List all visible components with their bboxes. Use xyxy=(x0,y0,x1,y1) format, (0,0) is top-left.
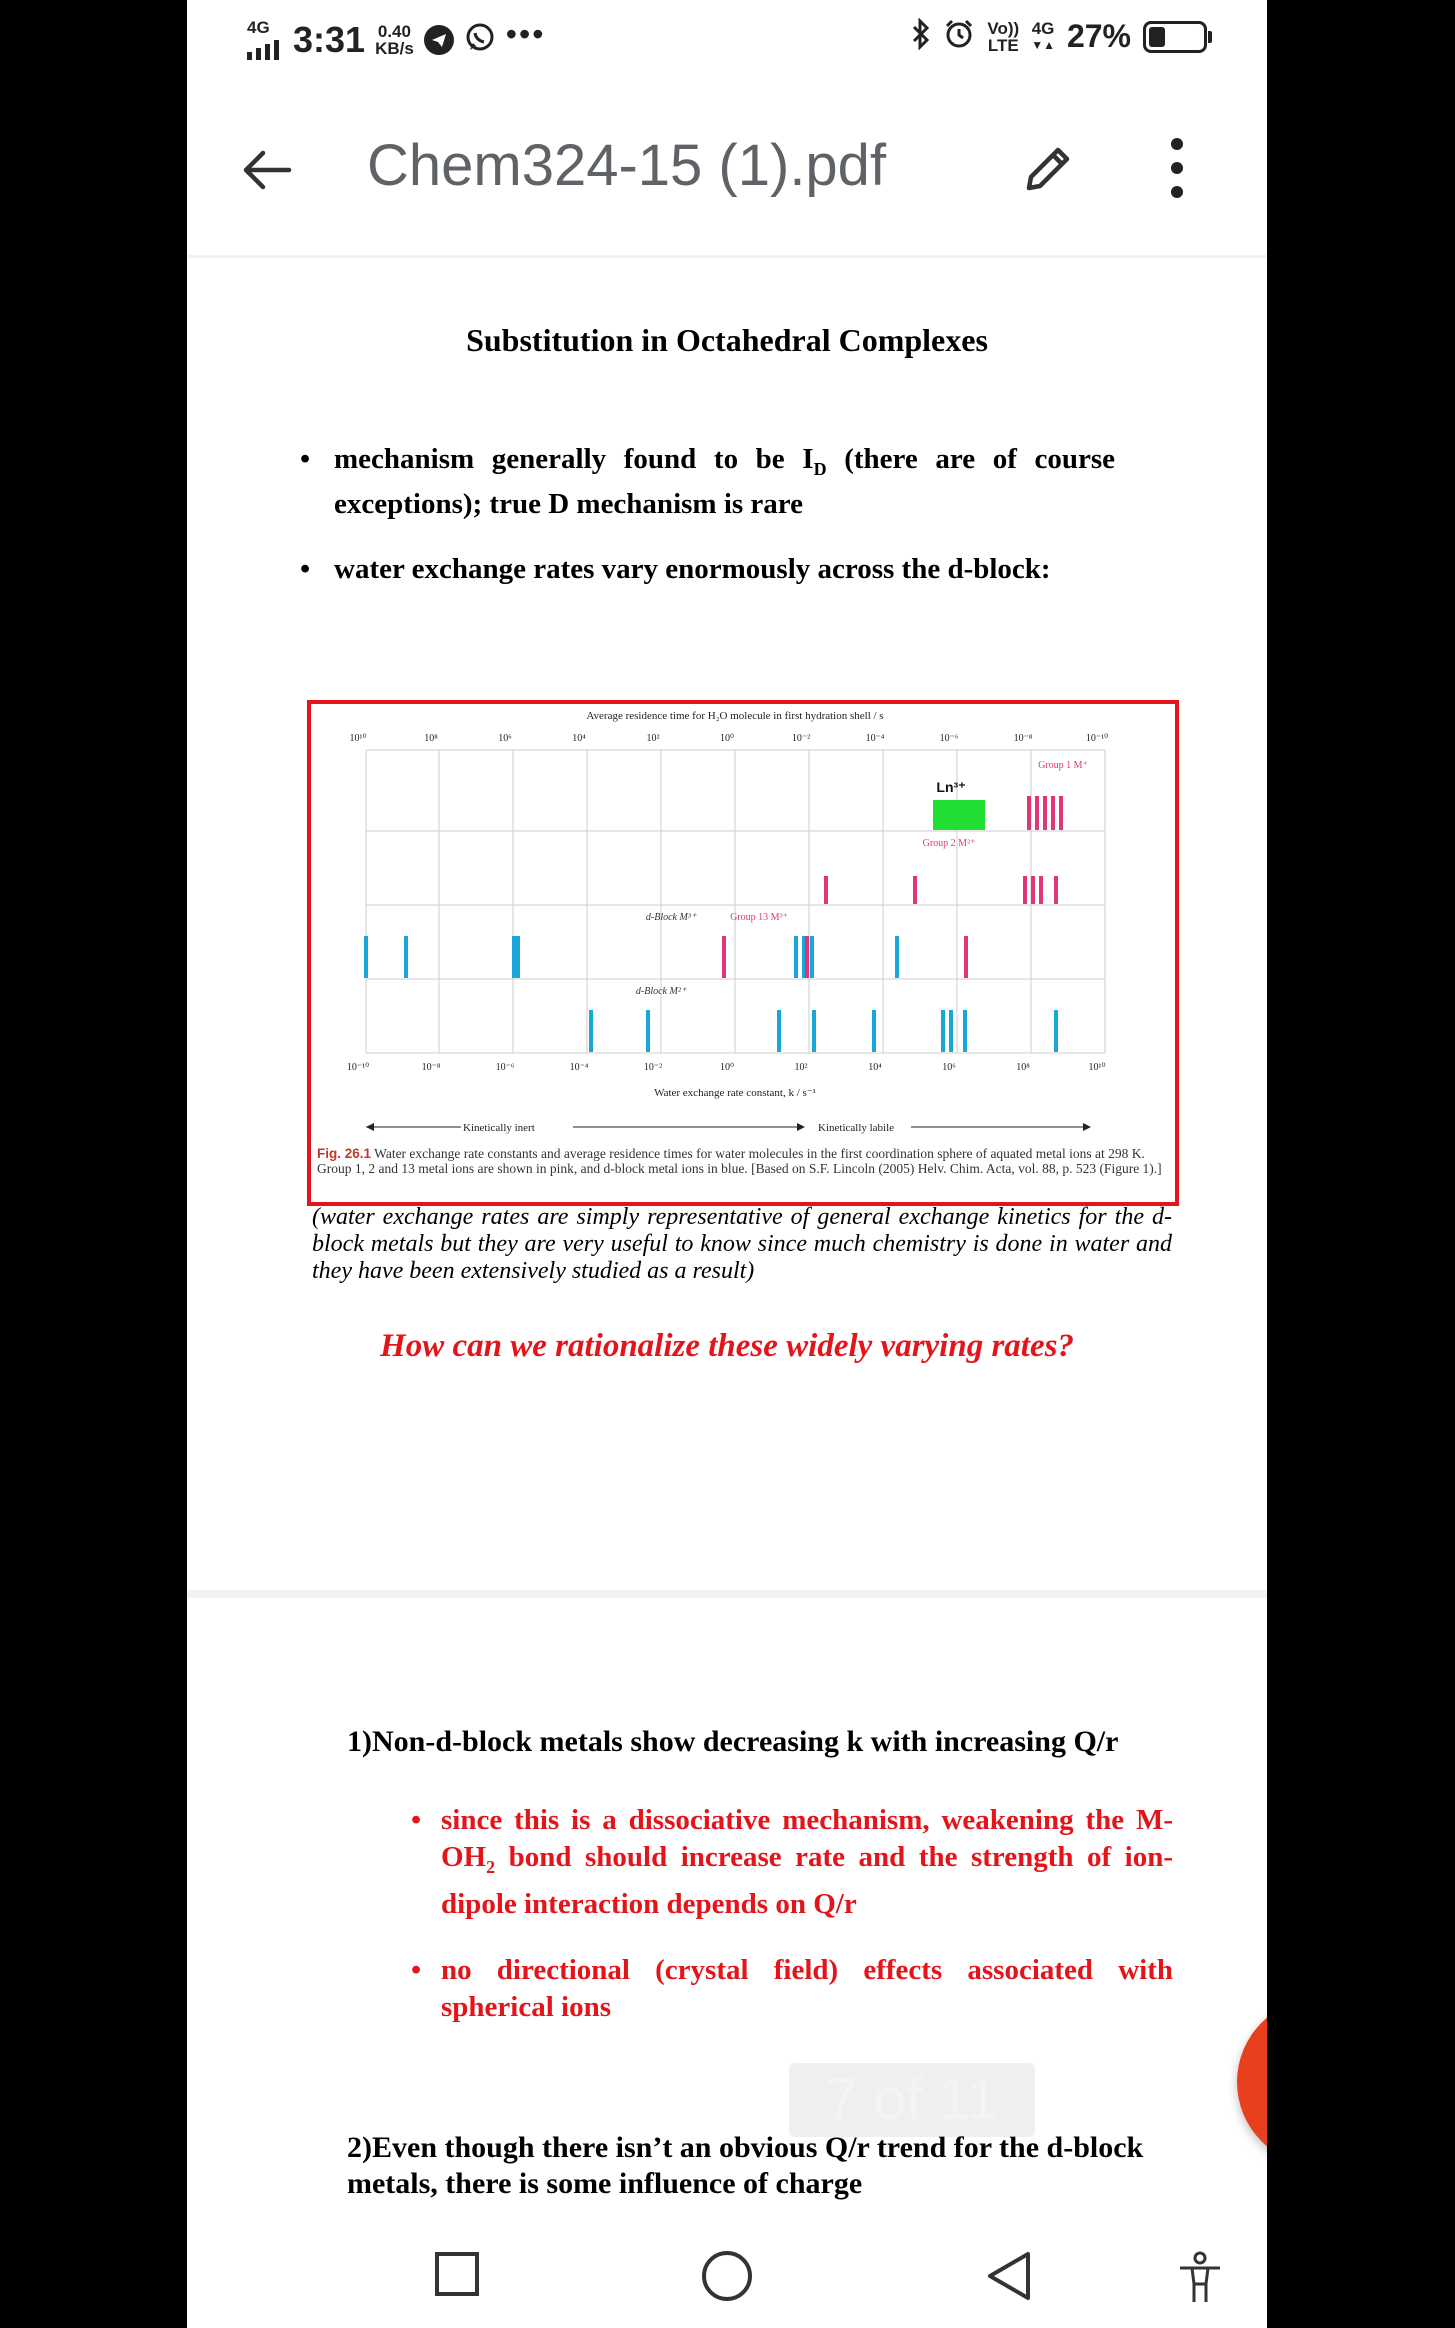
sub-bullet-subscript: 2 xyxy=(486,1856,496,1877)
dblock2-label: d-Block M²⁺ xyxy=(635,986,687,997)
whatsapp-icon xyxy=(464,22,496,59)
list-item-2-number: 2) xyxy=(347,2131,372,2164)
circle-icon xyxy=(699,2250,755,2306)
exchange-rate-bar xyxy=(1027,796,1031,830)
sub-bullet-dissociative: • since this is a dissociative mechanism, weakening the $M-OH_2$ bond should increase rate and the strength of ion-dipole interaction depends on Q/r xyxy=(411,1804,1173,1920)
top-tick-label: 10⁰ xyxy=(719,733,735,744)
exchange-rate-bar xyxy=(1054,876,1058,904)
nav-back-button[interactable] xyxy=(984,2250,1036,2307)
bottom-tick-label: 10⁴ xyxy=(868,1062,882,1073)
kinetically-inert-label: Kinetically inert xyxy=(463,1122,535,1134)
bottom-tick-label: 10⁻² xyxy=(643,1062,663,1073)
exchange-rate-bar xyxy=(812,1010,816,1052)
bottom-tick-label: 10⁻¹⁰ xyxy=(346,1062,370,1073)
app-bar xyxy=(187,100,1267,240)
list-item-2-text: Even though there isn’t an obvious Q/r trend for the d-block metals, there is some influence of charge xyxy=(347,2131,1144,2200)
exchange-rate-bar xyxy=(404,936,408,978)
exchange-rate-bar xyxy=(941,1010,945,1052)
sub-bullet-dissociative-text-rest: bond should increase rate and the strength of ion-dipole interaction depends on Q/r xyxy=(441,1841,1173,1920)
edit-button[interactable] xyxy=(1017,140,1077,200)
kinetically-labile-label: Kinetically labile xyxy=(818,1122,895,1134)
inert-arrowhead xyxy=(366,1123,374,1131)
top-tick-label: 10² xyxy=(646,733,660,744)
battery-icon xyxy=(1143,21,1207,53)
labile-arrowhead xyxy=(1083,1123,1091,1131)
bottom-tick-label: 10¹⁰ xyxy=(1088,1062,1106,1073)
more-options-button[interactable] xyxy=(1167,138,1187,202)
exchange-rate-bar xyxy=(516,936,520,978)
exchange-rate-bar xyxy=(1059,796,1063,830)
net-type-label: 4G xyxy=(1031,18,1055,38)
triangle-back-icon xyxy=(984,2250,1036,2302)
exchange-rate-bar xyxy=(646,1010,650,1052)
top-tick-label: 10⁸ xyxy=(424,733,438,744)
clock: 3:31 xyxy=(293,19,366,60)
accessibility-button[interactable] xyxy=(1172,2250,1228,2311)
sub-bullet-dissociative-text: since this is a dissociative mechanism, weakening the M-OH xyxy=(441,1804,1173,1873)
exchange-rate-bar xyxy=(805,936,809,978)
list-item-1 xyxy=(347,1724,1147,1760)
bottom-tick-label: 10⁰ xyxy=(719,1062,735,1073)
figure-chart xyxy=(311,704,1175,1202)
top-tick-label: 10⁻⁴ xyxy=(865,733,885,744)
bullet-mechanism-text: mechanism generally found to be I xyxy=(334,443,814,475)
group1-label: Group 1 M⁺ xyxy=(1038,760,1088,771)
network-speed xyxy=(375,23,414,57)
exchange-rate-bar xyxy=(1039,876,1043,904)
bottom-tick-label: 10⁸ xyxy=(1016,1062,1030,1073)
accessibility-icon xyxy=(1172,2250,1228,2306)
document-title: Chem324-15 (1).pdf xyxy=(367,133,887,198)
exchange-rate-bar xyxy=(1054,1010,1058,1052)
battery-percent: 27% xyxy=(1066,18,1131,54)
telegram-icon xyxy=(424,25,454,55)
arrow-left-icon xyxy=(237,140,297,200)
pdf-page-8 xyxy=(187,1598,1267,2328)
caption-label: Fig. 26.1 xyxy=(317,1146,372,1161)
exchange-rate-bar xyxy=(895,936,899,978)
bottom-tick-label: 10² xyxy=(794,1062,808,1073)
bluetooth-icon xyxy=(911,18,931,55)
speed-value: 0.40 xyxy=(377,22,411,41)
exchange-rate-bar xyxy=(794,936,798,978)
exchange-rate-bar xyxy=(963,1010,967,1052)
more-vertical-icon xyxy=(1171,138,1183,150)
dblock3-label: d-Block M³⁺ xyxy=(645,912,697,923)
top-tick-label: 10¹⁰ xyxy=(349,733,367,744)
exchange-rate-bar xyxy=(589,1010,593,1052)
bottom-tick-label: 10⁶ xyxy=(942,1062,956,1073)
exchange-rate-bar xyxy=(777,1010,781,1052)
net-type-indicator: 4G ▼▲ xyxy=(1031,18,1055,52)
top-tick-label: 10⁴ xyxy=(572,733,586,744)
exchange-rate-bar xyxy=(949,1010,953,1052)
exchange-rate-bar xyxy=(512,936,516,978)
lanthanide-label: Ln³⁺ xyxy=(936,779,966,795)
exchange-rate-bar xyxy=(1035,796,1039,830)
exchange-rate-bar xyxy=(824,876,828,904)
volte-top: Vo)) xyxy=(987,18,1020,38)
more-notifications-icon: ••• xyxy=(505,15,546,52)
bottom-axis-title: Water exchange rate constant, k / s⁻¹ xyxy=(654,1087,816,1099)
square-icon xyxy=(433,2250,481,2298)
inert-arrow-tip xyxy=(797,1123,805,1131)
pdf-page-7 xyxy=(187,258,1267,1590)
sub-bullet-directional: • no directional (crystal field) effects associated with spherical ions xyxy=(411,1954,1173,2023)
group13-label: Group 13 M³⁺ xyxy=(730,912,788,923)
exchange-rate-bar xyxy=(1043,796,1047,830)
status-bar xyxy=(187,0,1267,80)
bottom-tick-label: 10⁻⁶ xyxy=(495,1062,515,1073)
speed-unit: KB/s xyxy=(375,39,414,58)
top-tick-label: 10⁻⁶ xyxy=(939,733,959,744)
back-button[interactable] xyxy=(237,140,297,200)
network-label: 4G xyxy=(247,18,270,37)
bullet-mechanism: • mechanism generally found to be $I_D$ (there are of course exceptions); true D mechanism is rare xyxy=(300,443,1115,520)
exchange-rate-bar xyxy=(1023,876,1027,904)
exchange-rate-bar xyxy=(872,1010,876,1052)
sub-bullet-directional-text: no directional (crystal field) effects associated with spherical ions xyxy=(441,1954,1173,2023)
system-nav-bar xyxy=(187,2230,1267,2328)
exchange-rate-bar xyxy=(722,936,726,978)
exchange-rate-bar xyxy=(364,936,368,978)
group2-label: Group 2 M²⁺ xyxy=(922,838,976,849)
pencil-icon xyxy=(1017,140,1077,200)
top-tick-label: 10⁻⁸ xyxy=(1013,733,1033,744)
bullet-mechanism-subscript: D xyxy=(813,458,827,479)
exchange-rate-bar xyxy=(1051,796,1055,830)
list-item-2 xyxy=(347,2130,1147,2202)
exchange-rate-bar xyxy=(913,876,917,904)
caption-text: Water exchange rate constants and average residence times for water molecules in the first coordination sphere of aquated metal ions at 298 K. Group 1, 2 and 13 metal ions are shown in pink, and d-block metal ions in blue. [Based on S.F. Lincoln (2005) Helv. Chim. Acta, vol. 88, p. 523 (Figure 1).] xyxy=(317,1146,1162,1176)
recents-button[interactable] xyxy=(433,2250,481,2303)
exchange-rate-bar xyxy=(810,936,814,978)
home-button[interactable] xyxy=(699,2250,755,2311)
top-tick-label: 10⁶ xyxy=(498,733,512,744)
list-item-1-number: 1) xyxy=(347,1725,372,1758)
signal-icon xyxy=(247,18,283,62)
bottom-tick-label: 10⁻⁴ xyxy=(569,1062,589,1073)
volte-indicator xyxy=(987,20,1019,54)
page-indicator: 7 of 11 xyxy=(789,2063,1035,2137)
alarm-icon xyxy=(943,18,975,55)
figure-caption xyxy=(317,1146,1165,1176)
bullet-water-exchange-text: water exchange rates vary enormously across the d-block: xyxy=(334,553,1051,585)
bottom-tick-label: 10⁻⁸ xyxy=(421,1062,441,1073)
top-tick-label: 10⁻² xyxy=(791,733,811,744)
bullet-mechanism-text-rest: (there are of course exceptions); true D mechanism is rare xyxy=(334,443,1115,520)
question-text: How can we rationalize these widely varying rates? xyxy=(380,1328,1074,1364)
exchange-rate-bar xyxy=(964,936,968,978)
top-tick-label: 10⁻¹⁰ xyxy=(1085,733,1109,744)
volte-bottom: LTE xyxy=(987,35,1019,55)
phone-screen xyxy=(187,0,1267,2328)
bullet-water-exchange: • water exchange rates vary enormously across the d-block: xyxy=(300,553,1051,585)
exchange-rate-bar xyxy=(1031,876,1035,904)
figure-water-exchange xyxy=(307,700,1179,1206)
lanthanide-range-bar xyxy=(933,800,985,830)
slide-title: Substitution in Octahedral Complexes xyxy=(466,322,988,358)
explanatory-note: (water exchange rates are simply representative of general exchange kinetics for the d-block metals but they are very useful to know since much chemistry is done in water and they have been extensively studied as a result) xyxy=(312,1204,1172,1284)
top-axis-title: Average residence time for H₂O molecule in first hydration shell / s xyxy=(586,710,884,722)
list-item-1-text: Non-d-block metals show decreasing k with increasing Q/r xyxy=(372,1725,1119,1758)
